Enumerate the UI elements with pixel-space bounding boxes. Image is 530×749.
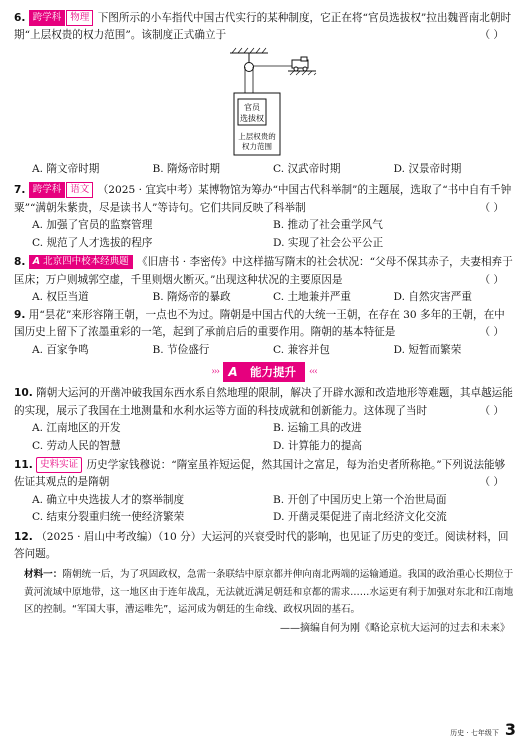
cross-subject-tag: 跨学科 — [29, 10, 66, 26]
pulley-diagram — [228, 47, 318, 157]
badge-icon: A — [32, 256, 41, 268]
option-c[interactable]: C. 兼容并包 — [273, 343, 330, 356]
option-b[interactable]: B. 运输工具的改进 — [273, 422, 362, 435]
diagram-box-label-2: 选拔权 — [240, 113, 264, 123]
question-number: 7. — [14, 184, 26, 197]
option-d[interactable]: D. 实现了社会公平公正 — [273, 236, 384, 249]
ornament-left: ››› — [211, 366, 219, 377]
material-1 — [14, 566, 514, 619]
subject-tag: 语文 — [66, 182, 93, 198]
option-a[interactable]: A. 权臣当道 — [32, 291, 89, 304]
options-row — [14, 342, 514, 359]
question-number: 8. — [14, 256, 26, 269]
material-label: 材料一： — [24, 568, 63, 580]
question-12 — [14, 529, 514, 564]
answer-bracket: （ ） — [479, 201, 504, 214]
option-c[interactable]: C. 劳动人民的智慧 — [32, 439, 121, 452]
question-number: 11. — [14, 458, 33, 471]
diagram-region-label-1: 上层权贵的 — [238, 131, 276, 141]
options-row — [14, 161, 514, 178]
question-7 — [14, 182, 514, 217]
option-c[interactable]: C. 汉武帝时期 — [273, 162, 341, 175]
option-b[interactable]: B. 节俭盛行 — [152, 343, 210, 356]
question-8 — [14, 254, 514, 289]
question-stem: 隋朝大运河的开凿冲破我国东西水系自然地理的限制，解决了开辟水源和改造地形等难题，其卓越运能的实现，展示了我国在土地测量和水利水运等方面的科技成就和创新能力。这体现了当时 — [14, 387, 513, 417]
section-title-box — [223, 362, 305, 382]
option-b[interactable]: B. 隋炀帝时期 — [152, 162, 220, 175]
question-stem: （2025 · 眉山中考改编）（10 分）大运河的兴衰受时代的影响，也见证了历史的变迁。阅读材料，回答问题。 — [14, 530, 509, 561]
option-a[interactable]: A. 加强了官员的监察管理 — [32, 219, 153, 232]
option-a[interactable]: A. 百家争鸣 — [32, 343, 89, 356]
cross-subject-tag: 跨学科 — [29, 182, 66, 198]
question-9 — [14, 307, 514, 342]
source-tag-label: 北京四中校本经典题 — [43, 256, 129, 268]
question-10 — [14, 385, 514, 420]
pulley-figure — [228, 47, 318, 157]
options-grid — [14, 420, 514, 455]
options-row — [14, 289, 514, 306]
material-text: 隋朝统一后，为了巩固政权，急需一条联结中原京都并伸向南北两端的运输通道。我国的政治重心长期位于黄河流域中原地带，这一地区由于连年战乱，无法就近满足朝廷和京都的需求……水运更有利于加强对东北和江南地区的控制。“军国大事，漕运唯先”，运河成为朝廷的生命线、政权巩固的基石。 — [24, 568, 514, 616]
evidence-tag: 史料实证 — [36, 457, 82, 473]
option-b[interactable]: B. 隋炀帝的暴政 — [152, 291, 231, 304]
answer-bracket: （ ） — [479, 273, 504, 286]
option-b[interactable]: B. 开创了中国历史上第一个治世局面 — [273, 493, 447, 506]
option-c[interactable]: C. 土地兼并严重 — [273, 291, 352, 304]
diagram-box-label-1: 官员 — [244, 102, 260, 112]
question-stem: 下图所示的小车指代中国古代实行的某种制度，它正在将“官员选拔权”拉出魏晋南北朝时期“上层权贵的权力范围”。该制度正式确立于 — [14, 12, 512, 42]
option-d[interactable]: D. 开凿灵渠促进了南北经济文化交流 — [273, 511, 447, 524]
question-stem: 历史学家钱穆说：“隋室虽祚短运促，然其国计之富足，每为治史者所称艳。”下列说法能够佐证其观点的是隋朝 — [14, 458, 506, 489]
question-number: 6. — [14, 12, 26, 24]
option-c[interactable]: C. 规范了人才选拔的程序 — [32, 236, 153, 249]
option-d[interactable]: D. 短暂而繁荣 — [393, 343, 462, 356]
options-grid — [14, 217, 514, 252]
option-d[interactable]: D. 汉景帝时期 — [393, 162, 462, 175]
options-grid — [14, 492, 514, 527]
ornament-right: ‹‹‹ — [309, 366, 317, 377]
question-11 — [14, 457, 514, 492]
option-d[interactable]: D. 自然灾害严重 — [393, 291, 472, 304]
material-source: ——摘编自何为刚《略论京杭大运河的过去和未来》 — [280, 622, 510, 634]
subject-tag: 物理 — [66, 10, 93, 26]
section-banner — [14, 362, 514, 382]
option-d[interactable]: D. 计算能力的提高 — [273, 439, 363, 452]
answer-bracket: （ ） — [479, 404, 504, 417]
question-stem: 《旧唐书 · 李密传》中这样描写隋末的社会状况：“父母不保其赤子，夫妻相弃于匡床；万户则城郭空虚，千里则烟火断灭。”出现这种状况的主要原因是 — [14, 256, 513, 286]
diagram-region-label-2: 权力范围 — [242, 141, 272, 151]
question-number: 10. — [14, 387, 33, 400]
footer-label: 历史 · 七年级下 — [450, 728, 499, 737]
question-number: 12. — [14, 530, 33, 543]
option-b[interactable]: B. 推动了社会重学风气 — [273, 219, 383, 232]
answer-bracket: （ ） — [479, 326, 504, 339]
question-stem: 用“昙花”来形容隋王朝，一点也不为过。隋朝是中国古代的大统一王朝，在存在 30 多年的王朝，在中国历史上留下了浓墨重彩的一笔，起到了承前启后的重要作用。隋朝的基本特征是 — [14, 308, 505, 339]
option-a[interactable]: A. 江南地区的开发 — [32, 422, 121, 435]
option-c[interactable]: C. 结束分裂重归统一使经济繁荣 — [32, 511, 185, 524]
worksheet-page — [14, 10, 514, 647]
option-a[interactable]: A. 确立中央选拔人才的察举制度 — [32, 493, 185, 506]
answer-bracket: （ ） — [479, 29, 504, 42]
question-6 — [14, 10, 514, 45]
section-icon: A — [224, 363, 242, 381]
option-a[interactable]: A. 隋文帝时期 — [32, 162, 100, 175]
page-footer — [450, 717, 516, 743]
question-stem: （2025 · 宜宾中考）某博物馆为筹办“中国古代科举制”的主题展，选取了“书中自有千钟粟”“满朝朱紫贵，尽是读书人”等诗句。它们共同反映了科举制 — [14, 184, 512, 214]
source-tag — [29, 255, 133, 269]
answer-bracket: （ ） — [479, 476, 504, 489]
section-title: 能力提升 — [242, 363, 304, 381]
page-number: 3 — [504, 719, 516, 739]
question-number: 9. — [14, 308, 26, 321]
